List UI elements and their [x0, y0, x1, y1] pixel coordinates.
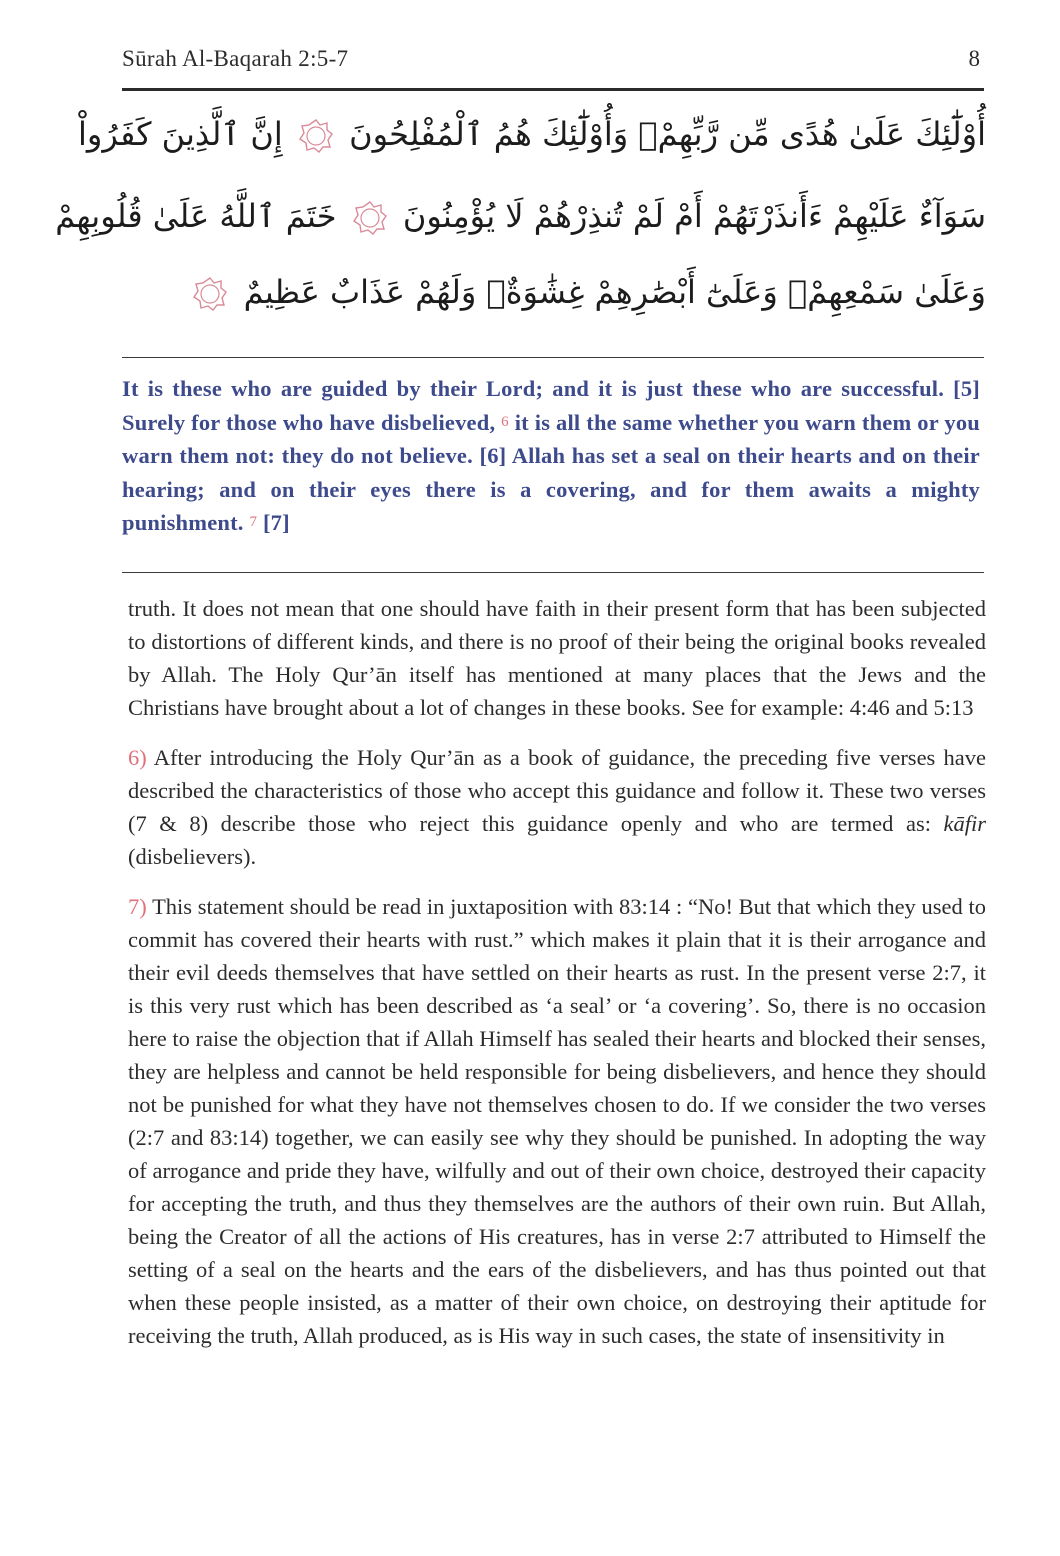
note-7-text: This statement should be read in juxtaposition with 83:14 : “No! But that which they used to commit has covered their hearts with rust.” which makes it plain that it is their arrogance and their evil deeds themselves that have settled on their hearts as rust. In the present verse 2:7, it is this very rust which has been described as ‘a seal’ or ‘a covering’. So, there is no occasion here to raise the objection that if Allah Himself has sealed their hearts and blocked their senses, they are helpless and cannot be held responsible for being disbelievers, and hence they should not be punished for what they have not themselves chosen to do. If we consider the two verses (2:7 and 83:14) together, we can easily see why they should be punished. In adopting the way of arrogance and pride they have, wilfully and out of their own choice, destroyed their capacity for accepting the truth, and thus they themselves are the authors of their own ruin. But Allah, being the Creator of all the actions of His creatures, has in verse 2:7 attributed to Himself the setting of a seal on the hearts and the ears of the disbelievers, and has thus pointed out that when these people insisted, as a matter of their own choice, on destroying their aptitude for receiving the truth, Allah produced, as is His way in such cases, the state of insensitivity in	[128, 894, 986, 1348]
note-6-text: After introducing the Holy Qur’ān as a book of guidance, the preceding five verses have described the characteristics of those who accept this guidance and follow it. These two verses (7 & 8) describe those who reject this guidance openly and who are termed as:	[128, 745, 986, 836]
note-6-term: kāfir	[943, 811, 986, 836]
verse-end-marker-icon	[353, 201, 387, 235]
arabic-text: أُوْلَٰٓئِكَ عَلَىٰ هُدًى مِّن رَّبِّهِمْۖ وَأُوْلَٰٓئِكَ هُمُ ٱلْمُفْلِحُونَ	[349, 115, 986, 153]
commentary-continuation: truth. It does not mean that one should have faith in their present form that has been subjected to distortions of different kinds, and there is no proof of their being the original books revealed by Allah. The Holy Qur’ān itself has mentioned at many places that the Jews and the Christians have brought about a lot of changes in these books. See for example: 4:46 and 5:13	[128, 596, 986, 720]
running-head: Sūrah Al-Baqarah 2:5-7	[122, 46, 349, 71]
translation-text: [7]	[257, 510, 290, 535]
note-7-number: 7)	[128, 894, 147, 919]
note-6-number: 6)	[128, 745, 147, 770]
arabic-text: إِنَّ ٱلَّذِينَ كَفَرُواْ	[78, 115, 283, 153]
note-6-text-end: (disbelievers).	[128, 844, 257, 869]
note-6	[128, 741, 986, 873]
arabic-text: سَوَآءٌ عَلَيْهِمْ ءَأَنذَرْتَهُمْ أَمْ لَمْ تُنذِرْهُمْ لَا يُؤْمِنُونَ	[402, 197, 986, 235]
commentary-block	[128, 592, 986, 1369]
arabic-line-1	[78, 115, 986, 153]
arabic-text: وَعَلَىٰ سَمْعِهِمْۖ وَعَلَىٰٓ أَبْصَٰرِهِمْ غِشَٰوَةٌۖ وَلَهُمْ عَذَابٌ عَظِيمٌ	[243, 273, 986, 311]
header-rule	[122, 88, 984, 91]
translation-text: it is all the same whether you warn them or you warn them not: they do not believe. [6] Allah has set a seal on their hearts and on their hearing; and on their eyes there is a covering, and for them awaits a mighty punishment.	[122, 409, 980, 535]
footnote-ref-7[interactable]: 7	[249, 514, 258, 530]
footnote-ref-6[interactable]: 6	[501, 413, 509, 430]
translation-text: It is these who are guided by their Lord; and it is just these who are successful. [5] Surely for those who have disbelieved,	[122, 376, 980, 435]
verse-end-marker-icon	[193, 277, 227, 311]
translation-block	[122, 372, 980, 540]
note-7	[128, 890, 986, 1352]
arabic-divider	[122, 357, 984, 358]
arabic-text: خَتَمَ ٱللَّهُ عَلَىٰ قُلُوبِهِمْ	[55, 197, 337, 235]
arabic-line-2	[55, 197, 986, 235]
translation-divider	[122, 572, 984, 573]
arabic-line-3	[120, 273, 986, 311]
page-header	[122, 46, 980, 86]
page-number: 8	[968, 46, 980, 71]
verse-end-marker-icon	[299, 119, 333, 153]
